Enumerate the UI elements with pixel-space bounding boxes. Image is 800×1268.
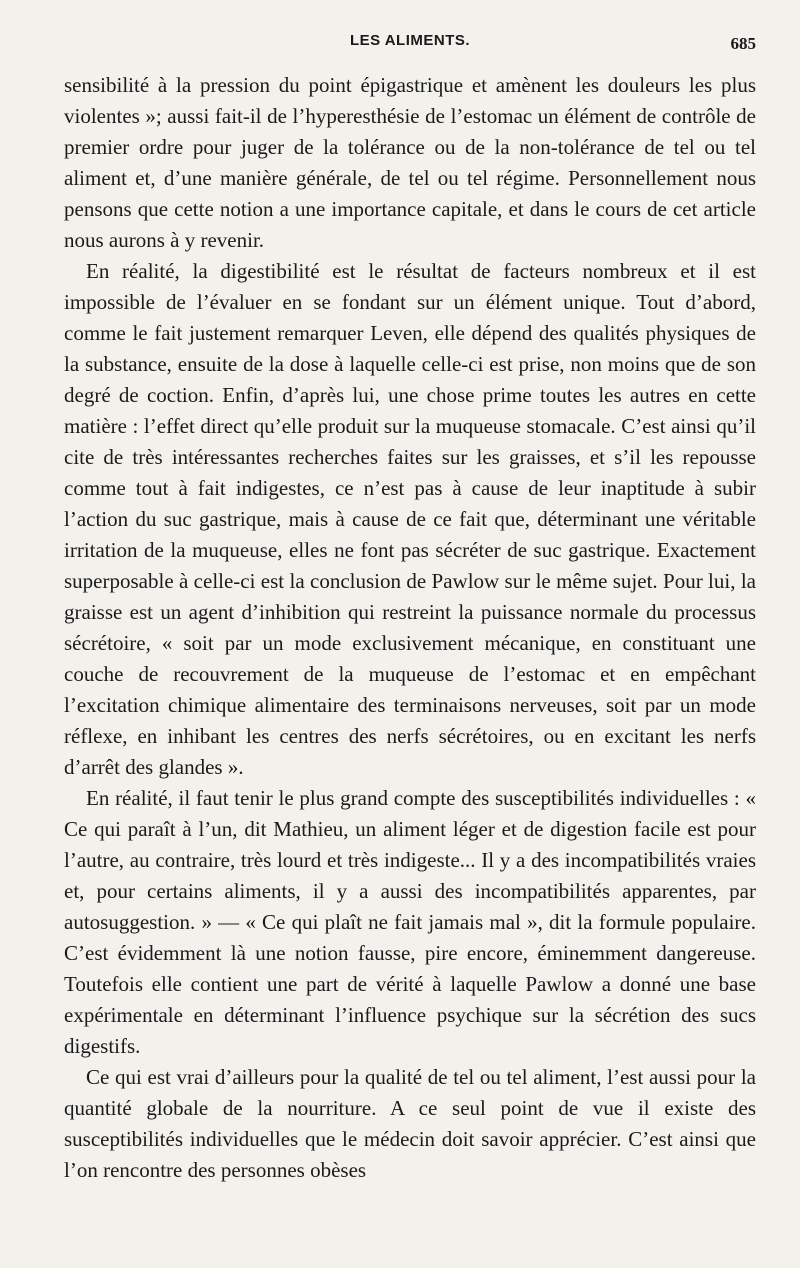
page-number: 685: [730, 34, 756, 53]
paragraph-individual-susceptibilities: En réalité, il faut tenir le plus grand compte des susceptibilités individuelles : « Ce qui paraît à l’un, dit Mathieu, un aliment léger et de digestion facile est pour l’autre, au contraire, très lourd et très indigeste... Il y a des incompatibilités vraies et, pour certains aliments, il y a aussi des incompatibilités apparentes, par autosuggestion. » — « Ce qui plaît ne fait jamais mal », dit la formule populaire. C’est évidemment là une notion fausse, pire encore, éminemment dangereuse. Toutefois elle contient une part de vérité à laquelle Pawlow a donné une base expérimentale en déterminant l’influence psychique sur la sécrétion des sucs digestifs.: [64, 786, 756, 1058]
paragraph-continuation: sensibilité à la pression du point épigastrique et amènent les douleurs les plus violentes »; aussi fait-il de l’hyperesthésie de l’estomac un élément de contrôle de premier ordre pour juger de la tolérance ou de la non-tolérance de tel ou tel aliment et, d’une manière générale, de tel ou tel régime. Personnellement nous pensons que cette notion a une importance capitale, et dans le cours de cet article nous aurons à y revenir.: [64, 73, 756, 252]
running-title: LES ALIMENTS.: [349, 32, 471, 49]
running-head: [64, 28, 756, 62]
paragraph-quantity: Ce qui est vrai d’ailleurs pour la qualité de tel ou tel aliment, l’est aussi pour la quantité globale de la nourriture. A ce seul point de vue il existe des susceptibilités individuelles que le médecin doit savoir apprécier. C’est ainsi que l’on rencontre des personnes obèses: [64, 1065, 756, 1182]
body-text: [64, 70, 756, 1186]
paragraph-digestibility: En réalité, la digestibilité est le résultat de facteurs nombreux et il est impossible de l’évaluer en se fondant sur un élément unique. Tout d’abord, comme le fait justement remarquer Leven, elle dépend des qualités physiques de la substance, ensuite de la dose à laquelle celle-ci est prise, non moins que de son degré de coction. Enfin, d’après lui, une chose prime toutes les autres en cette matière : l’effet direct qu’elle produit sur la muqueuse stomacale. C’est ainsi qu’il cite de très intéressantes recherches faites sur les graisses, et s’il les repousse comme tout à fait indigestes, ce n’est pas à cause de leur inaptitude à subir l’action du suc gastrique, mais à cause de ce fait que, déterminant une véritable irritation de la muqueuse, elles ne font pas sécréter de suc gastrique. Exactement superposable à celle-ci est la conclusion de Pawlow sur le même sujet. Pour lui, la graisse est un agent d’inhibition qui restreint la puissance normale du processus sécrétoire, « soit par un mode exclusivement mécanique, en constituant une couche de recouvrement de la muqueuse de l’estomac et en empêchant l’excitation chimique alimentaire des terminaisons nerveuses, soit par un mode réflexe, en inhibant les centres des nerfs sécrétoires, ou en excitant les nerfs d’arrêt des glandes ».: [64, 259, 756, 779]
